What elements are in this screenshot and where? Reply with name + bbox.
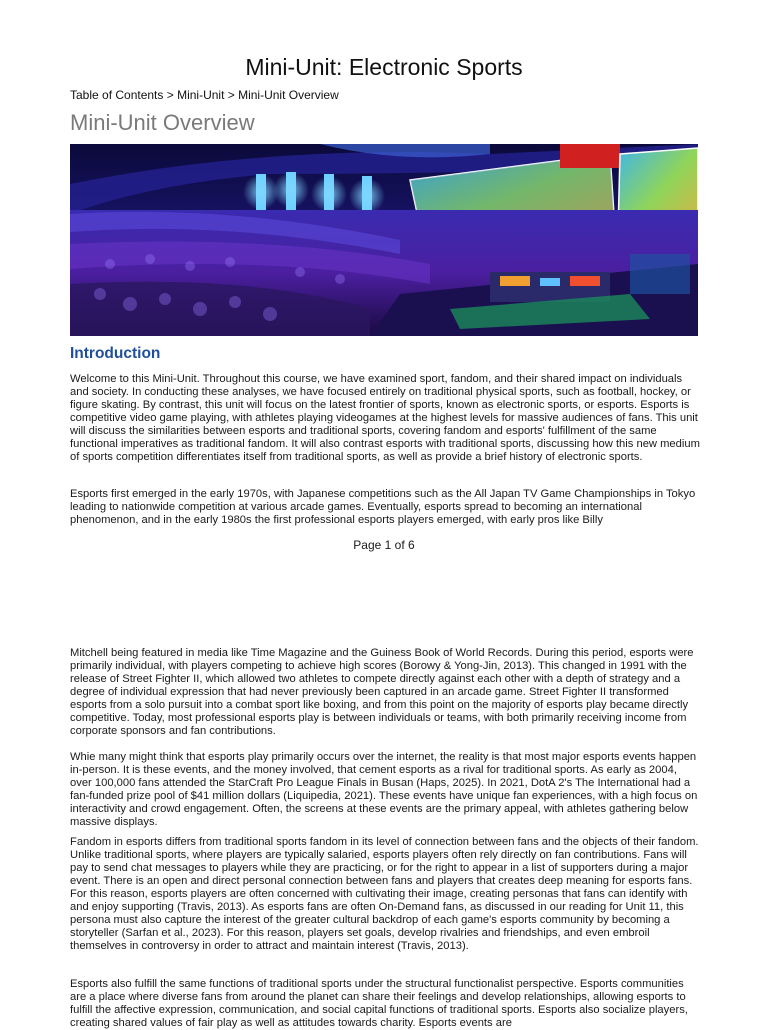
breadcrumb: Table of Contents > Mini-Unit > Mini-Unit Overview xyxy=(70,88,339,102)
paragraph-6: Esports also fulfill the same functions of traditional sports under the structural functionalist perspective. Esports communities are a place where diverse fans from around the planet can share their feelings and develop relationships, allowing esports to fulfill the affective expression, communication, and social capital functions of traditional sports. Esports also socialize players, creating shared values of fair play as well as attitudes towards charity. Esports events are xyxy=(70,978,688,1029)
section-title: Mini-Unit Overview xyxy=(70,110,255,135)
paragraph-4: Whie many might think that esports play primarily occurs over the internet, the reality is that most major esports events happen in-person. It is these events, and the money involved, that cement esports as a rival for traditional sports. As early as 2004, over 100,000 fans attended the StarCraft Pro League Finals in Busan (Haps, 2025). In 2021, DotA 2's The International had a fan-funded prize pool of $41 million dollars (Liquipedia, 2021). These events have unique fan experiences, with a high focus on interactivity and crowd engagement. Often, the screens at these events are the primary appeal, with athletes gathering below massive displays. xyxy=(70,751,698,828)
esports-arena-photo xyxy=(70,144,698,336)
paragraph-1: Welcome to this Mini-Unit. Throughout this course, we have examined sport, fandom, and their shared impact on individuals and society. In conducting these analyses, we have focused entirely on traditional physical sports, such as football, hockey, or figure skating. By contrast, this unit will focus on the latest frontier of sports, known as electronic sports, or esports. Esports is competitive video game playing, with athletes playing videogames at the highest levels for massive audiences of fans. This unit will discuss the similarities between esports and traditional sports, covering fandom and esports' fulfillment of the same functional imperatives as traditional fandom. It will also contrast esports with traditional sports, discussing how this new medium of sports competition differentiates itself from traditional sports, as well as provide a brief history of electronic sports. xyxy=(70,373,700,463)
paragraph-3: Mitchell being featured in media like Time Magazine and the Guiness Book of World Records. During this period, esports were primarily individual, with players competing to achieve high scores (Borowy & Yong-Jin, 2013). This changed in 1991 with the release of Street Fighter II, which allowed two athletes to compete directly against each other with a depth of strategy and a degree of individual expression that had never previously been captured in an arcade game. Street Fighter II transformed esports from a solo pursuit into a combat sport like boxing, and from this point on the majority of esports play became directly competitive. Today, most professional esports play is between individuals or teams, with both primarily receiving income from corporate sponsors and fan contributions. xyxy=(70,647,694,737)
document-title: Mini-Unit: Electronic Sports xyxy=(245,54,523,80)
paragraph-5: Fandom in esports differs from traditional sports fandom in its level of connection between fans and the objects of their fandom. Unlike traditional sports, where players are typically salaried, esports players often rely directly on fan contributions. Fans will pay to send chat messages to players while they are practicing, or for the right to appear in a list of supporters during a major event. There is an open and direct personal connection between fans and players that creates deep meaning for esports fans. For this reason, esports players are often concerned with cultivating their image, creating personas that fans can identify with and enjoy supporting (Travis, 2013). As esports fans are often On-Demand fans, as discussed in our reading for Unit 11, this persona must also capture the interest of the greater cultural backdrop of each game's esports community by becoming a storyteller (Sarfan et al., 2023). For this reason, players set goals, develop rivalries and friendships, and even embroil themselves in controversy in order to attract and maintain interest (Travis, 2013). xyxy=(70,836,699,952)
introduction-heading: Introduction xyxy=(70,345,161,362)
arena-illustration xyxy=(70,144,698,336)
paragraph-2: Esports first emerged in the early 1970s, with Japanese competitions such as the All Japan TV Game Championships in Tokyo leading to nationwide competition at various arcade games. Eventually, esports spread to becoming an international phenomenon, and in the early 1980s the first professional esports players emerged, with early pros like Billy xyxy=(70,488,696,526)
page-number: Page 1 of 6 xyxy=(353,538,415,552)
